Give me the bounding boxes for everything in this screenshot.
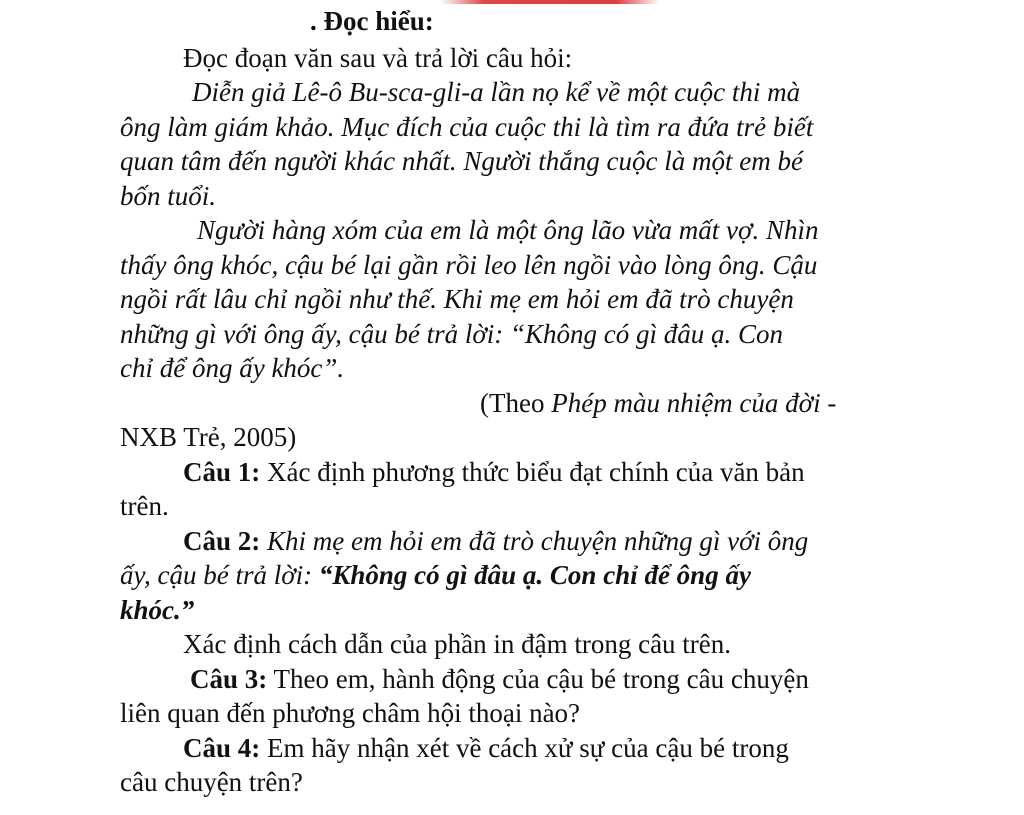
- question-line: [120, 558, 910, 593]
- passage-line: quan tâm đến người khác nhất. Người thắng cuộc là một em bé: [120, 146, 803, 176]
- citation-book-title: Phép màu nhiệm của đời -: [551, 387, 837, 418]
- question-text: Em hãy nhận xét về cách xử sự của cậu bé trong: [260, 732, 789, 763]
- citation: [120, 386, 910, 455]
- passage-line: bốn tuổi.: [120, 180, 217, 211]
- bold-quote: “Không có gì đâu ạ. Con chỉ để ông ấy: [318, 560, 751, 590]
- question-text: liên quan đến phương châm hội thoại nào?: [120, 698, 581, 728]
- reading-comprehension-document: [120, 4, 910, 800]
- question-1: [120, 455, 910, 524]
- question-4: [120, 731, 910, 800]
- citation-line-2: NXB Trẻ, 2005): [120, 422, 297, 452]
- instruction-text: Đọc đoạn văn sau và trả lời câu hỏi:: [183, 42, 573, 73]
- passage-line: Người hàng xóm của em là một ông lão vừa mất vợ. Nhìn: [197, 215, 819, 245]
- passage-line: Diễn giả Lê-ô Bu-sca-gli-a lần nọ kể về một cuộc thi mà: [192, 77, 801, 107]
- question-line: [120, 524, 910, 559]
- passage-line: ngồi rất lâu chỉ ngồi như thế. Khi mẹ em hỏi em đã trò chuyện: [120, 284, 794, 314]
- question-text: ấy, cậu bé trả lời:: [120, 560, 319, 590]
- question-label: Câu 2:: [183, 525, 261, 556]
- passage-line: ông làm giám khảo. Mục đích của cuộc thi là tìm ra đứa trẻ biết: [120, 111, 814, 142]
- question-line: [120, 662, 910, 697]
- citation-line-1: [120, 386, 910, 421]
- question-text: câu chuyện trên?: [120, 767, 303, 797]
- question-label: Câu 3:: [190, 663, 268, 694]
- passage-line: chỉ để ông ấy khóc”.: [120, 353, 345, 383]
- citation-open: (Theo: [480, 387, 552, 418]
- passage-paragraph-1: [120, 75, 910, 213]
- question-3: [120, 662, 910, 731]
- passage-line: thấy ông khóc, cậu bé lại gần rồi leo lên ngồi vào lòng ông. Cậu: [120, 249, 818, 280]
- bold-quote: khóc.”: [120, 594, 195, 625]
- question-2: [120, 524, 910, 662]
- passage-line: những gì với ông ấy, cậu bé trả lời: “Không có gì đâu ạ. Con: [120, 318, 784, 349]
- section-title: . Đọc hiểu:: [310, 6, 434, 36]
- question-text: Xác định phương thức biểu đạt chính của văn bản: [260, 456, 805, 487]
- question-text: Khi mẹ em hỏi em đã trò chuyện những gì với ông: [260, 525, 809, 556]
- question-line: [120, 731, 910, 766]
- question-line: [120, 455, 910, 490]
- question-followup: Xác định cách dẫn của phần in đậm trong câu trên.: [183, 629, 732, 659]
- question-label: Câu 4:: [183, 732, 261, 763]
- question-text: Theo em, hành động của cậu bé trong câu chuyện: [267, 663, 809, 694]
- question-text: trên.: [120, 491, 169, 521]
- passage-paragraph-2: [120, 213, 910, 386]
- question-label: Câu 1:: [183, 456, 261, 487]
